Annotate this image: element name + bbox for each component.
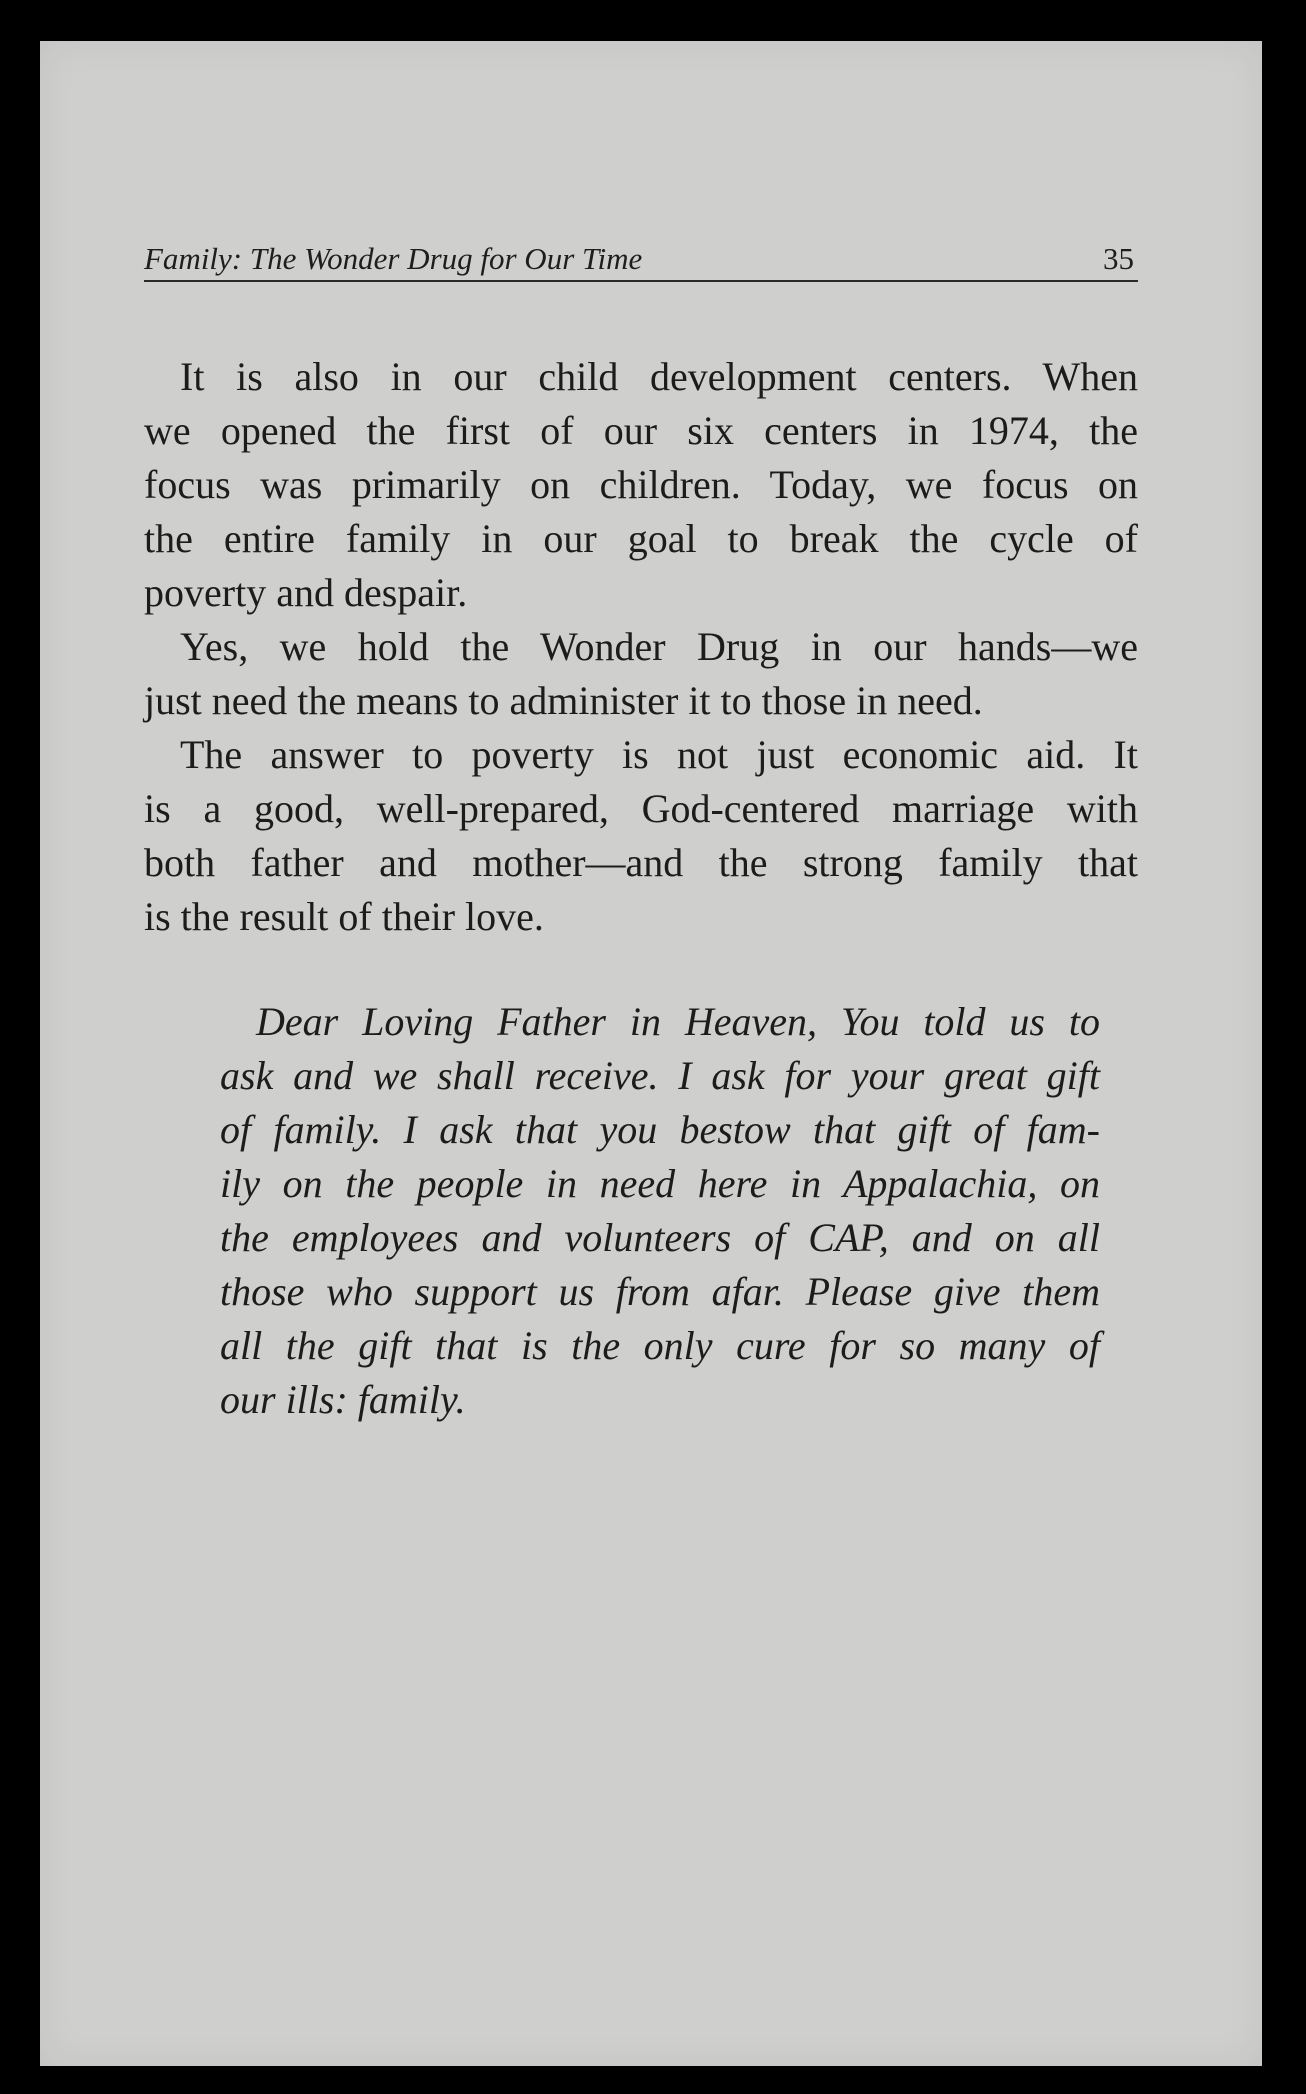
prayer-line: those who support us from afar. Please give them [220, 1269, 1100, 1314]
text-line: we opened the first of our six centers in 1974, the [144, 408, 1138, 453]
prayer-block [220, 995, 1100, 1427]
text-line: both father and mother—and the strong family that [144, 840, 1138, 885]
body-text [144, 350, 1138, 944]
text-line: poverty and despair. [144, 570, 468, 615]
prayer-line: all the gift that is the only cure for so many of [220, 1323, 1100, 1368]
text-line: is a good, well-prepared, God-centered marriage with [144, 786, 1138, 831]
running-header [144, 232, 1138, 282]
prayer-line: of family. I ask that you bestow that gift of fam- [220, 1107, 1100, 1152]
text-line: the entire family in our goal to break the cycle of [144, 516, 1138, 561]
paragraph [144, 728, 1138, 944]
text-line: is the result of their love. [144, 894, 544, 939]
prayer-line: ask and we shall receive. I ask for your great gift [220, 1053, 1100, 1098]
text-line: just need the means to administer it to those in need. [144, 678, 983, 723]
prayer-line: ily on the people in need here in Appalachia, on [220, 1161, 1100, 1206]
running-title: Family: The Wonder Drug for Our Time [144, 241, 643, 276]
text-line: The answer to poverty is not just economic aid. It [180, 732, 1138, 777]
paragraph [144, 620, 1138, 728]
text-line: Yes, we hold the Wonder Drug in our hands—we [180, 624, 1138, 669]
text-line: It is also in our child development centers. When [180, 354, 1138, 399]
prayer-line: the employees and volunteers of CAP, and on all [220, 1215, 1100, 1260]
prayer-line: Dear Loving Father in Heaven, You told us to [256, 999, 1100, 1044]
page-number: 35 [1103, 241, 1134, 276]
text-line: focus was primarily on children. Today, we focus on [144, 462, 1138, 507]
paragraph [144, 350, 1138, 620]
prayer-line: our ills: family. [220, 1377, 466, 1422]
